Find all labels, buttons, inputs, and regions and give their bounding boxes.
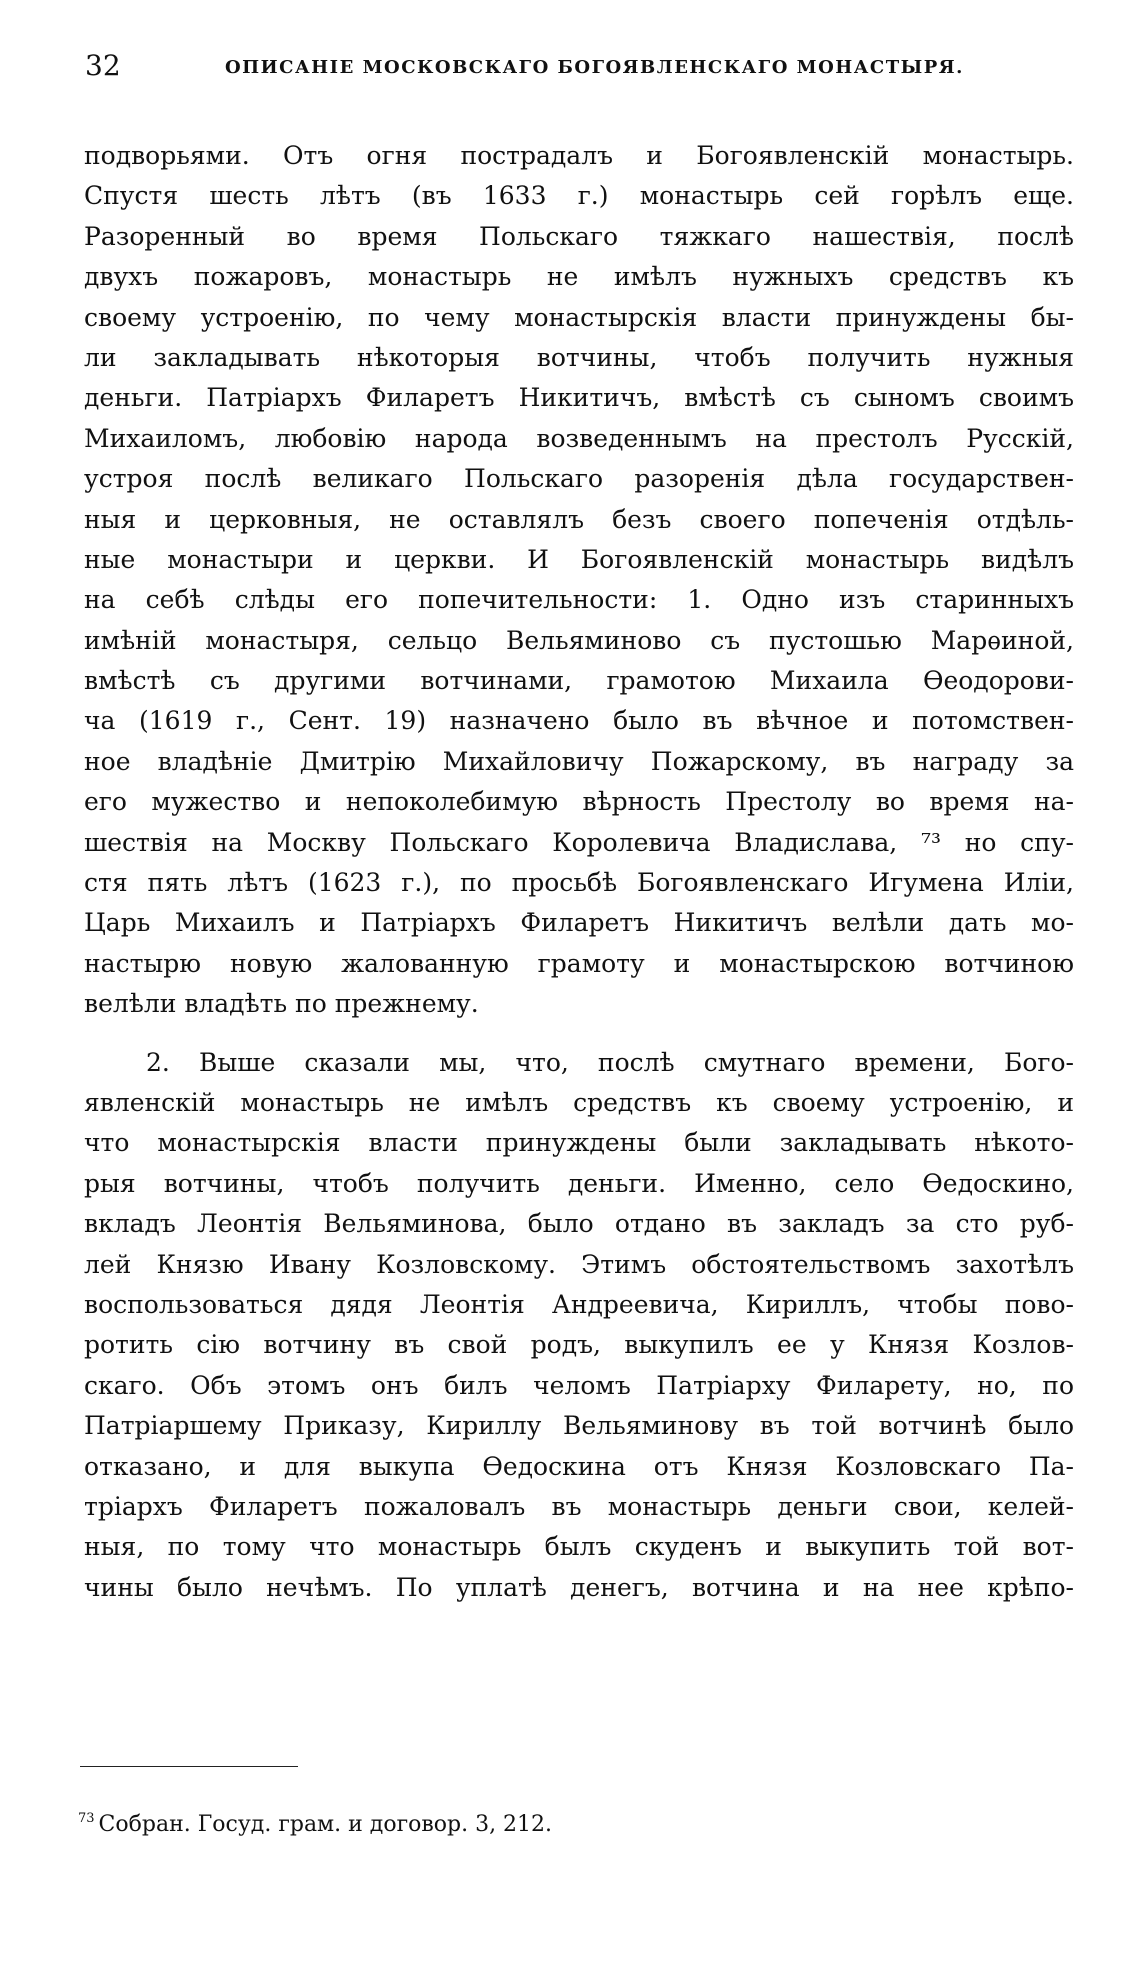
text-line: Михаиломъ, любовію народа возведеннымъ на престолъ Русскій, bbox=[84, 423, 1074, 453]
text-line: Царь Михаилъ и Патріархъ Филаретъ Никитичъ велѣли дать мо- bbox=[84, 908, 1074, 938]
text-line: деньги. Патріархъ Филаретъ Никитичъ, вмѣстѣ съ сыномъ своимъ bbox=[84, 383, 1074, 413]
text-line: вмѣстѣ съ другими вотчинами, грамотою Михаила Ѳеодорови- bbox=[84, 666, 1074, 696]
footnote bbox=[78, 1802, 552, 1842]
text-line: велѣли владѣть по прежнему. bbox=[84, 989, 479, 1019]
text-line: ныя и церковныя, не оставлялъ безъ своего попеченія отдѣль- bbox=[84, 504, 1074, 534]
footnote-marker: 73 bbox=[78, 1811, 95, 1826]
text-line: ныя, по тому что монастырь былъ скуденъ и выкупить той вот- bbox=[84, 1532, 1074, 1562]
text-line: Патріаршему Приказу, Кириллу Вельяминову въ той вотчинѣ было bbox=[84, 1411, 1074, 1441]
text-line: настырю новую жалованную грамоту и монастырскою вотчиною bbox=[84, 948, 1074, 978]
text-line: на себѣ слѣды его попечительности: 1. Одно изъ старинныхъ bbox=[84, 585, 1074, 615]
running-title: ОПИСАНІЕ МОСКОВСКАГО БОГОЯВЛЕНСКАГО МОНАСТЫРЯ. bbox=[225, 57, 964, 78]
text-line: его мужество и непоколебимую вѣрность Престолу во время на- bbox=[84, 787, 1074, 817]
paragraph-1 bbox=[84, 136, 1074, 1025]
text-line: ное владѣніе Дмитрію Михайловичу Пожарскому, въ награду за bbox=[84, 746, 1074, 776]
text-line: подворьями. Отъ огня пострадалъ и Богоявленскій монастырь. bbox=[84, 141, 1074, 170]
page-header bbox=[85, 46, 1075, 86]
text-line: своему устроенію, по чему монастырскія власти принуждены бы- bbox=[84, 302, 1074, 332]
text-line: отказано, и для выкупа Ѳедоскина отъ Князя Козловскаго Па- bbox=[84, 1451, 1074, 1481]
text-line: ротить сію вотчину въ свой родъ, выкупилъ ее у Князя Козлов- bbox=[84, 1330, 1074, 1360]
text-line: Разоренный во время Польскаго тяжкаго нашествія, послѣ bbox=[84, 221, 1074, 251]
text-line: ли закладывать нѣкоторыя вотчины, чтобъ получить нужныя bbox=[84, 342, 1074, 372]
text-line: лей Князю Ивану Козловскому. Этимъ обстоятельствомъ захотѣлъ bbox=[84, 1249, 1074, 1279]
page-number: 32 bbox=[85, 49, 121, 82]
body-text bbox=[84, 136, 1074, 1608]
text-line: что монастырскія власти принуждены были закладывать нѣкото- bbox=[84, 1128, 1074, 1158]
text-line: шествія на Москву Польскаго Королевича Владислава, ⁷³ но спу- bbox=[84, 827, 1074, 857]
text-line: 2. Выше сказали мы, что, послѣ смутнаго времени, Бого- bbox=[146, 1047, 1074, 1077]
text-line: стя пять лѣтъ (1623 г.), по просьбѣ Богоявленскаго Игумена Иліи, bbox=[84, 868, 1074, 898]
text-line: вкладъ Леонтія Вельяминова, было отдано въ закладъ за сто руб- bbox=[84, 1209, 1074, 1239]
text-line: чины было нечѣмъ. По уплатѣ денегъ, вотчина и на нее крѣпо- bbox=[84, 1572, 1074, 1602]
text-line: тріархъ Филаретъ пожаловалъ въ монастырь деньги свои, келей- bbox=[84, 1491, 1074, 1521]
text-line: ные монастыри и церкви. И Богоявленскій монастырь видѣлъ bbox=[84, 544, 1074, 574]
text-line: устроя послѣ великаго Польскаго разоренія дѣла государствен- bbox=[84, 464, 1074, 494]
footnote-text: Собран. Госуд. грам. и договор. 3, 212. bbox=[98, 1812, 553, 1837]
text-line: двухъ пожаровъ, монастырь не имѣлъ нужныхъ средствъ къ bbox=[84, 262, 1074, 292]
text-line: скаго. Объ этомъ онъ билъ челомъ Патріарху Филарету, но, по bbox=[84, 1370, 1074, 1400]
text-line: рыя вотчины, чтобъ получить деньги. Именно, село Ѳедоскино, bbox=[84, 1168, 1074, 1198]
text-line: воспользоваться дядя Леонтія Андреевича, Кириллъ, чтобы пово- bbox=[84, 1289, 1074, 1319]
text-line: Спустя шесть лѣтъ (въ 1633 г.) монастырь сей горѣлъ еще. bbox=[84, 181, 1074, 211]
text-line: явленскій монастырь не имѣлъ средствъ къ своему устроенію, и bbox=[84, 1087, 1074, 1117]
paragraph-2 bbox=[84, 1043, 1074, 1608]
text-line: имѣній монастыря, сельцо Вельяминово съ пустошью Марѳиной, bbox=[84, 625, 1074, 655]
paragraph-gap bbox=[84, 1025, 1074, 1043]
footnote-divider bbox=[80, 1766, 298, 1767]
text-line: ча (1619 г., Сент. 19) назначено было въ вѣчное и потомствен- bbox=[84, 706, 1074, 736]
